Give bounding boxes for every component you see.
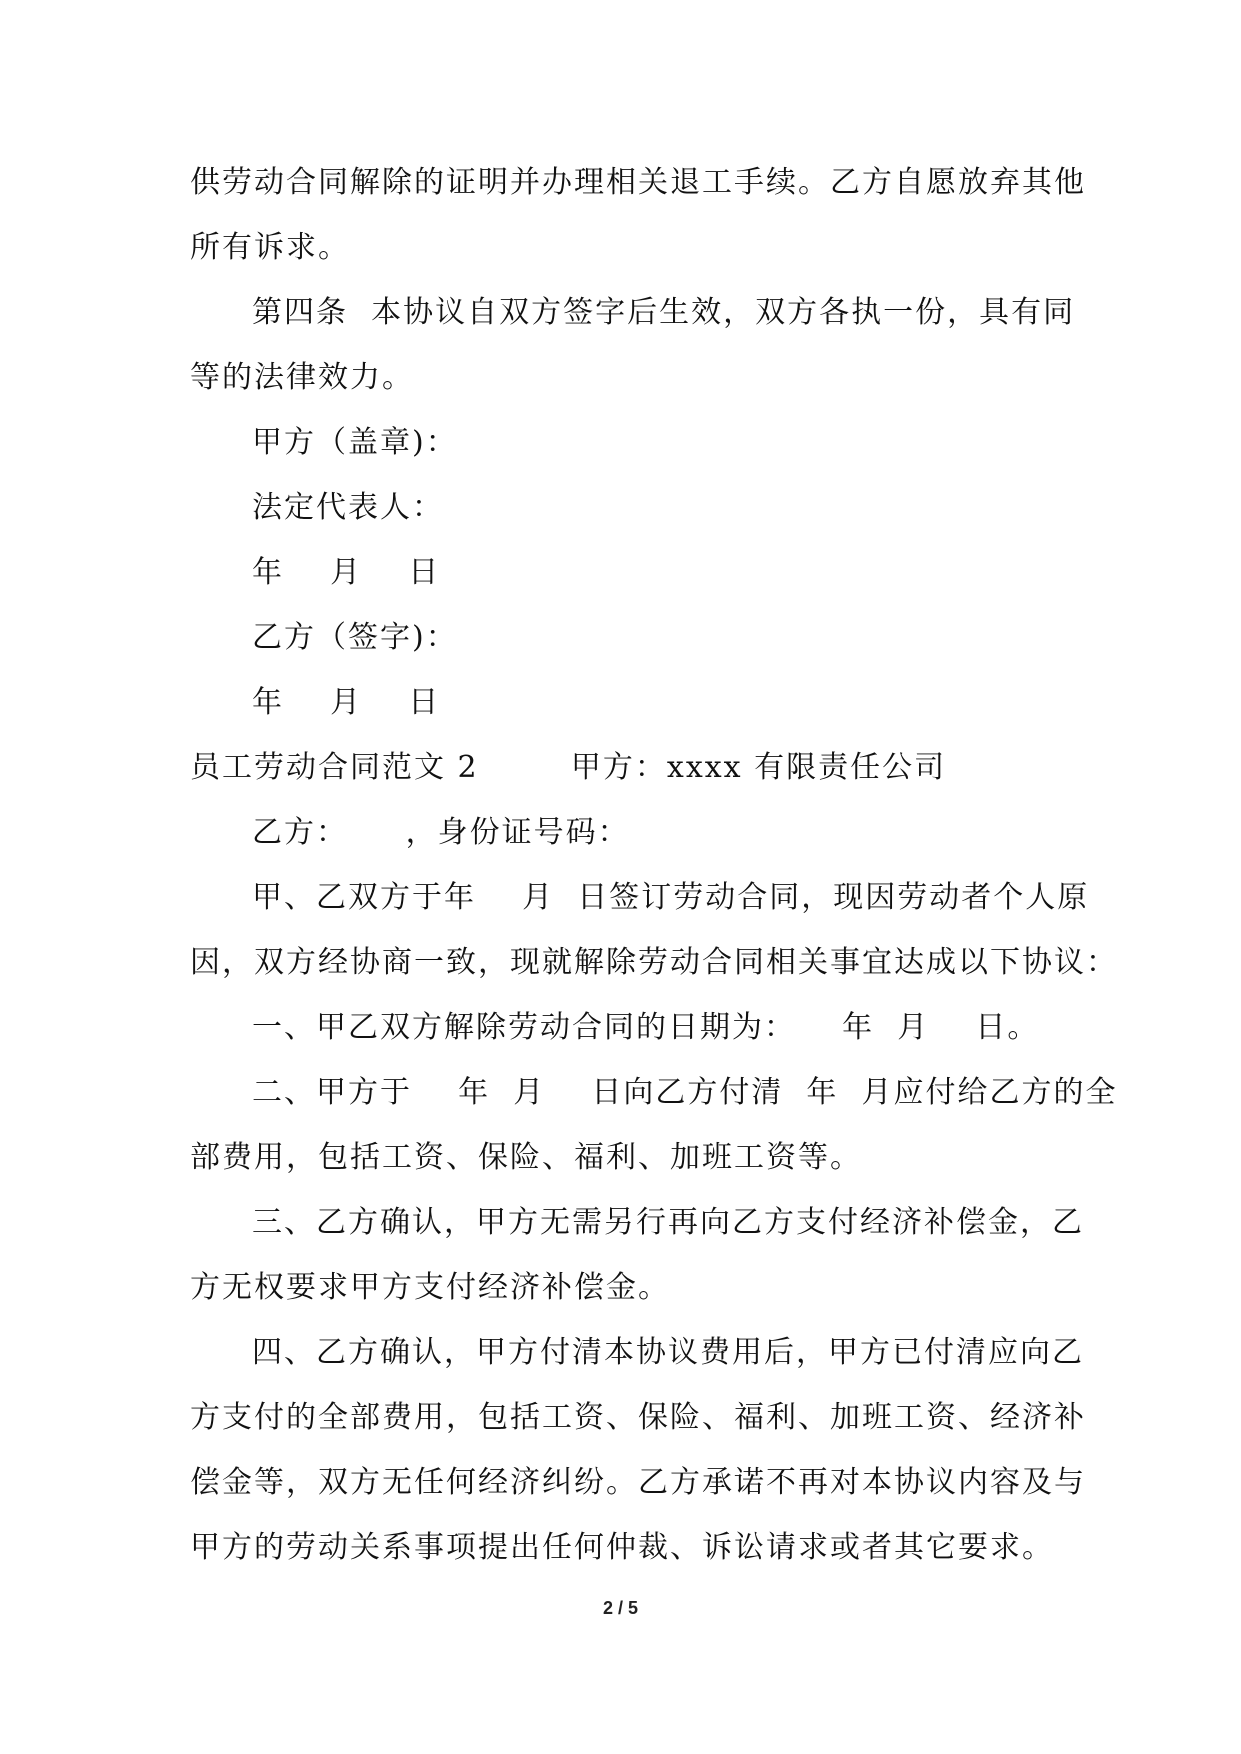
page-number: 2 / 5 [602,1598,639,1618]
paragraph-line: 偿金等，双方无任何经济纠纷。乙方承诺不再对本协议内容及与 [190,1465,1086,1500]
paragraph-line: 部费用，包括工资、保险、福利、加班工资等。 [190,1140,862,1175]
paragraph-line: 因，双方经协商一致，现就解除劳动合同相关事宜达成以下协议： [190,945,1118,980]
paragraph-line: 甲方的劳动关系事项提出任何仲裁、诉讼请求或者其它要求。 [190,1530,1054,1565]
paragraph-line: 供劳动合同解除的证明并办理相关退工手续。乙方自愿放弃其他 [190,165,1086,200]
paragraph-line: 乙方： ，身份证号码： [252,815,630,850]
signature-line-party-a: 甲方（盖章)： [252,425,458,460]
signature-line-party-b: 乙方（签字)： [252,620,458,655]
paragraph-line: 方支付的全部费用，包括工资、保险、福利、加班工资、经济补 [190,1400,1086,1435]
date-line: 年 月 日 [252,685,441,720]
date-line: 年 月 日 [252,555,441,590]
paragraph-line: 四、乙方确认，甲方付清本协议费用后，甲方已付清应向乙 [252,1335,1084,1370]
paragraph-line: 所有诉求。 [190,230,350,265]
paragraph-line: 二、甲方于 年 月 日向乙方付清 年 月应付给乙方的全 [252,1075,1118,1110]
paragraph-line: 一、甲乙双方解除劳动合同的日期为： 年 月 日。 [252,1010,1040,1045]
paragraph-line: 甲、乙双方于年 月 日签订劳动合同，现因劳动者个人原 [252,880,1090,915]
legal-representative-line: 法定代表人： [252,490,444,525]
section-heading: 员工劳动合同范文 2 甲方：xxxx 有限责任公司 [190,750,947,785]
paragraph-line: 第四条 本协议自双方签字后生效，双方各执一份，具有同 [252,295,1076,330]
paragraph-line: 等的法律效力。 [190,360,414,395]
paragraph-line: 三、乙方确认，甲方无需另行再向乙方支付经济补偿金，乙 [252,1205,1084,1240]
paragraph-line: 方无权要求甲方支付经济补偿金。 [190,1270,670,1305]
